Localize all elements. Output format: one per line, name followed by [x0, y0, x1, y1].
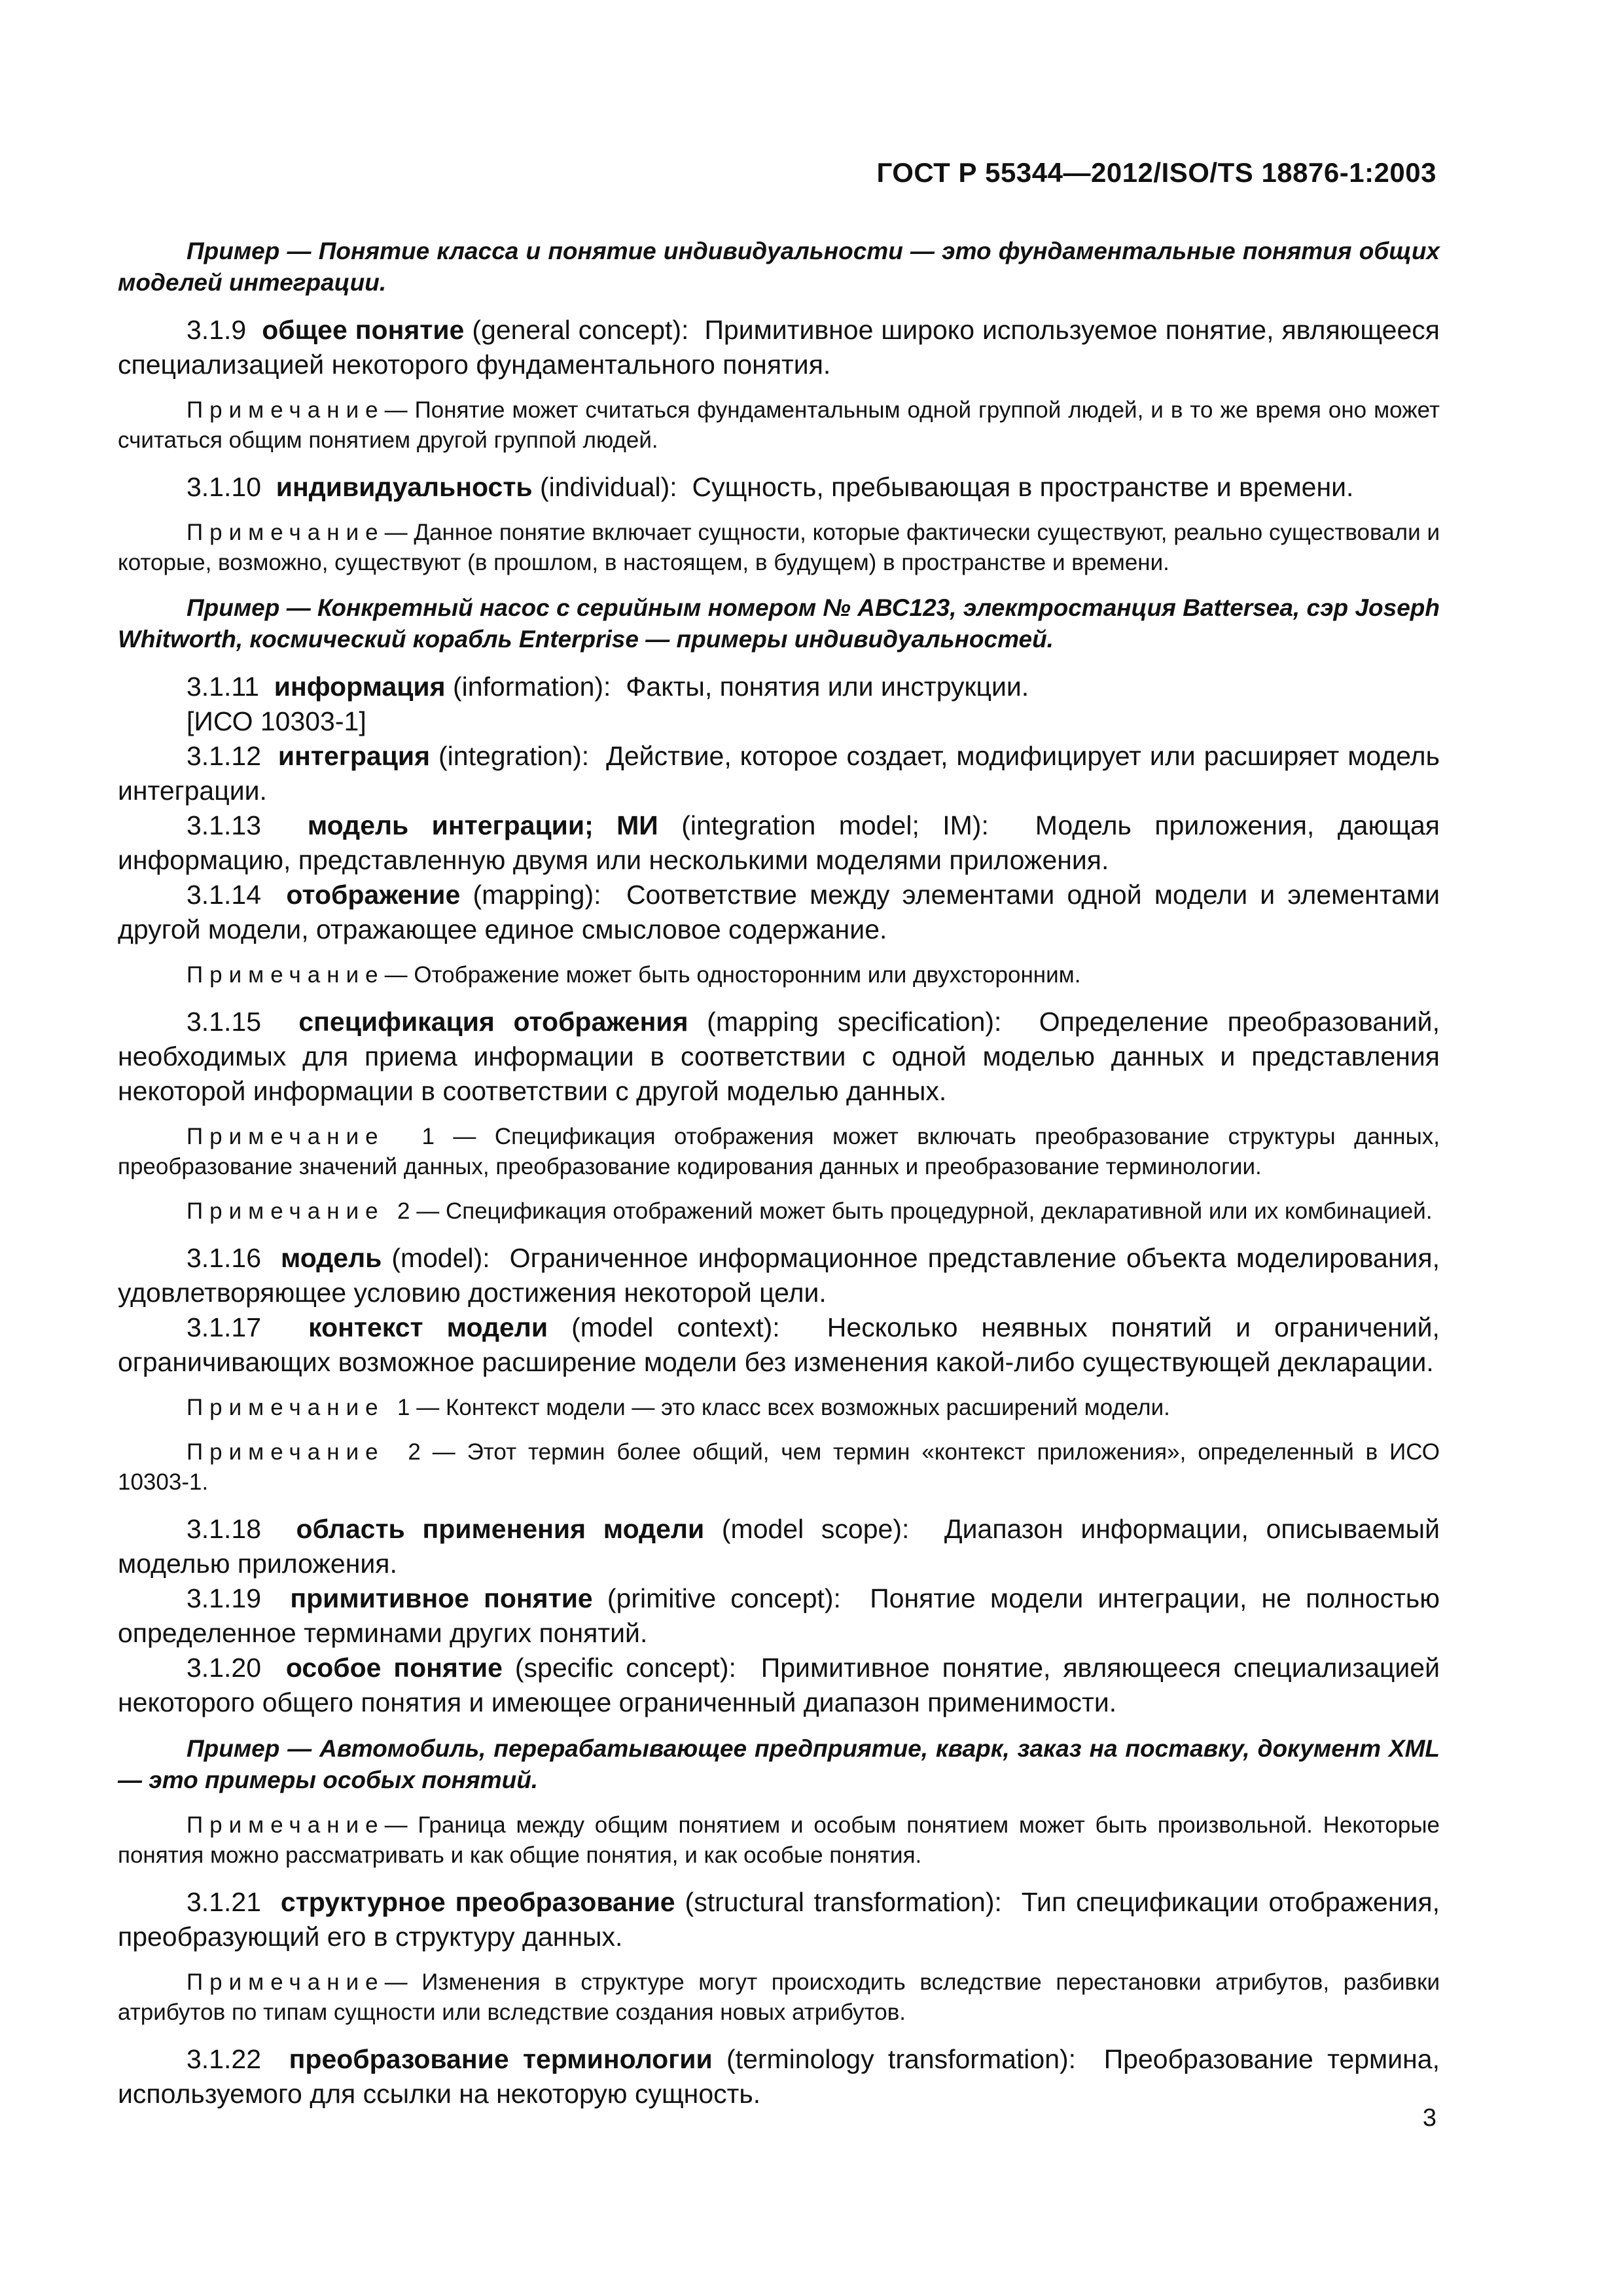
term-name: модель	[280, 1243, 382, 1273]
term-definition: Ограниченное информационное представление объекта моделирования, удовлетворяющее условию достижения некоторой цели.	[118, 1243, 1440, 1308]
document-body	[118, 236, 1440, 2111]
note-label: Примечание	[187, 520, 385, 545]
term-definition: Соответствие между элементами одной модели и элементами другой модели, отражающее единое смысловое содержание.	[118, 880, 1440, 944]
note-number: 2	[408, 1439, 421, 1465]
note-3-1-20	[118, 1810, 1440, 1871]
term-3-1-13	[118, 808, 1440, 878]
term-english: (individual):	[540, 472, 677, 502]
term-name: отображение	[286, 880, 461, 910]
note-text: — Данное понятие включает сущности, которые фактически существуют, реально существовали и которые, возможно, существуют (в прошлом, в настоящем, в будущем) в пространстве и времени.	[118, 520, 1440, 575]
term-name: особое понятие	[285, 1653, 503, 1683]
term-name: информация	[274, 672, 446, 702]
example-paragraph: Пример — Автомобиль, перерабатывающее предприятие, кварк, заказ на поставку, документ XML — это примеры особых понятий.	[118, 1735, 1440, 1793]
term-3-1-17	[118, 1310, 1440, 1380]
term-name: область применения модели	[296, 1514, 705, 1544]
term-name: общее понятие	[262, 315, 465, 345]
term-english: (specific concept):	[514, 1653, 736, 1683]
term-number: 3.1.11	[187, 672, 259, 702]
term-name: спецификация отображения	[298, 1007, 688, 1037]
term-name: контекст модели	[308, 1312, 548, 1342]
term-3-1-9	[118, 313, 1440, 382]
term-definition: Примитивное широко используемое понятие, являющееся специализацией некоторого фундаментального понятия.	[118, 315, 1440, 380]
note-text: — Спецификация отображений может быть процедурной, декларативной или их комбинацией.	[416, 1198, 1433, 1224]
term-name: структурное преобразование	[280, 1887, 675, 1917]
note-number: 1	[397, 1395, 410, 1420]
term-name: модель интеграции; МИ	[307, 810, 658, 840]
term-english: (mapping specification):	[707, 1007, 1002, 1037]
source-reference: [ИСО 10303-1]	[187, 706, 366, 736]
term-definition: Примитивное понятие, являющееся специализацией некоторого общего понятия и имеющее ограниченный диапазон применимости.	[118, 1653, 1440, 1717]
term-number: 3.1.22	[187, 2044, 261, 2074]
term-3-1-16	[118, 1241, 1440, 1310]
note-3-1-15-1	[118, 1122, 1440, 1182]
note-label: Примечание	[187, 1395, 385, 1420]
note-text: — Граница между общим понятием и особым понятием может быть произвольной. Некоторые понятия можно рассматривать и как общие понятия, и как особые понятия.	[118, 1812, 1440, 1868]
example-paragraph: Пример — Понятие класса и понятие индивидуальности — это фундаментальные понятия общих моделей интеграции.	[118, 238, 1440, 296]
note-3-1-17-1	[118, 1393, 1440, 1423]
term-name: интеграция	[277, 741, 431, 771]
term-definition: Преобразование термина, используемого для ссылки на некоторую сущность.	[118, 2044, 1440, 2109]
term-english: (integration):	[438, 741, 590, 771]
term-english: (model):	[391, 1243, 490, 1273]
term-number: 3.1.18	[187, 1514, 261, 1544]
term-number: 3.1.9	[187, 315, 247, 345]
term-name: примитивное понятие	[290, 1583, 593, 1613]
note-label: Примечание	[187, 1439, 385, 1465]
term-english: (model scope):	[721, 1514, 910, 1544]
note-3-1-17-2	[118, 1437, 1440, 1498]
example-paragraph: Пример — Конкретный насос с серийным номером № АВС123, электростанция Battersea, сэр Joseph Whitworth, космический корабль Enterprise — примеры индивидуальностей.	[118, 594, 1440, 653]
term-english: (mapping):	[473, 880, 601, 910]
term-number: 3.1.16	[187, 1243, 261, 1273]
term-number: 3.1.10	[187, 472, 261, 502]
term-english: (integration model; IM):	[681, 810, 989, 840]
term-3-1-10	[118, 470, 1440, 505]
term-english: (general concept):	[472, 315, 689, 345]
term-number: 3.1.20	[187, 1653, 261, 1683]
term-name: индивидуальность	[276, 472, 533, 502]
note-label: Примечание	[187, 1124, 385, 1149]
note-3-1-10	[118, 518, 1440, 578]
term-definition: Тип спецификации отображения, преобразующий его в структуру данных.	[118, 1887, 1440, 1952]
note-text: — Спецификация отображения может включать преобразование структуры данных, преобразование значений данных, преобразование кодирования данных и преобразование терминологии.	[118, 1124, 1440, 1179]
term-3-1-21	[118, 1885, 1440, 1954]
note-label: Примечание	[187, 962, 385, 988]
note-3-1-21	[118, 1967, 1440, 2028]
term-number: 3.1.12	[187, 741, 261, 771]
term-number: 3.1.13	[187, 810, 261, 840]
document-header: ГОСТ Р 55344—2012/ISO/TS 18876-1:2003	[876, 157, 1436, 188]
term-number: 3.1.17	[187, 1312, 261, 1342]
note-text: — Контекст модели — это класс всех возможных расширений модели.	[416, 1395, 1170, 1420]
note-number: 2	[397, 1198, 410, 1224]
term-definition: Диапазон информации, описываемый моделью приложения.	[118, 1514, 1440, 1579]
term-number: 3.1.19	[187, 1583, 261, 1613]
note-text: — Изменения в структуре могут происходить вследствие перестановки атрибутов, разбивки атрибутов по типам сущности или вследствие создания новых атрибутов.	[118, 1969, 1440, 2025]
note-3-1-15-2	[118, 1196, 1440, 1227]
note-label: Примечание	[187, 397, 385, 423]
note-text: — Отображение может быть односторонним или двухсторонним.	[384, 962, 1081, 988]
term-3-1-20	[118, 1651, 1440, 1720]
term-definition: Определение преобразований, необходимых для приема информации в соответствии с одной моделью данных и представления некоторой информации в соответствии с другой моделью данных.	[118, 1007, 1440, 1106]
term-definition: Действие, которое создает, модифицирует или расширяет модель интеграции.	[118, 741, 1440, 806]
term-3-1-11	[118, 670, 1440, 704]
term-3-1-12	[118, 739, 1440, 808]
term-definition: Модель приложения, дающая информацию, представленную двумя или несколькими моделями приложения.	[118, 810, 1440, 875]
term-definition: Понятие модели интеграции, не полностью определенное терминами других понятий.	[118, 1583, 1440, 1648]
term-name: преобразование терминологии	[289, 2044, 713, 2074]
term-3-1-22	[118, 2042, 1440, 2111]
term-number: 3.1.21	[187, 1887, 261, 1917]
note-text: — Понятие может считаться фундаментальным одной группой людей, и в то же время оно может считаться общим понятием другой группой людей.	[118, 397, 1440, 453]
term-number: 3.1.14	[187, 880, 261, 910]
term-3-1-15	[118, 1005, 1440, 1109]
page-number: 3	[1422, 2104, 1436, 2132]
note-3-1-9	[118, 395, 1440, 456]
term-definition: Факты, понятия или инструкции.	[626, 672, 1029, 702]
note-label: Примечание	[187, 1812, 385, 1838]
note-3-1-14	[118, 960, 1440, 990]
term-3-1-19	[118, 1581, 1440, 1651]
note-label: Примечание	[187, 1969, 385, 1995]
note-label: Примечание	[187, 1198, 385, 1224]
term-3-1-18	[118, 1512, 1440, 1581]
term-definition: Сущность, пребывающая в пространстве и времени.	[692, 472, 1354, 502]
term-3-1-14	[118, 878, 1440, 947]
term-english: (primitive concept):	[607, 1583, 841, 1613]
term-english: (model context):	[571, 1312, 780, 1342]
term-english: (terminology transformation):	[726, 2044, 1077, 2074]
term-definition: Несколько неявных понятий и ограничений, ограничивающих возможное расширение модели без изменения какой-либо существующей декларации.	[118, 1312, 1440, 1377]
note-number: 1	[421, 1124, 435, 1149]
note-text: — Этот термин более общий, чем термин «контекст приложения», определенный в ИСО 10303-1.	[118, 1439, 1440, 1495]
term-english: (information):	[452, 672, 611, 702]
term-number: 3.1.15	[187, 1007, 261, 1037]
term-english: (structural transformation):	[685, 1887, 1002, 1917]
